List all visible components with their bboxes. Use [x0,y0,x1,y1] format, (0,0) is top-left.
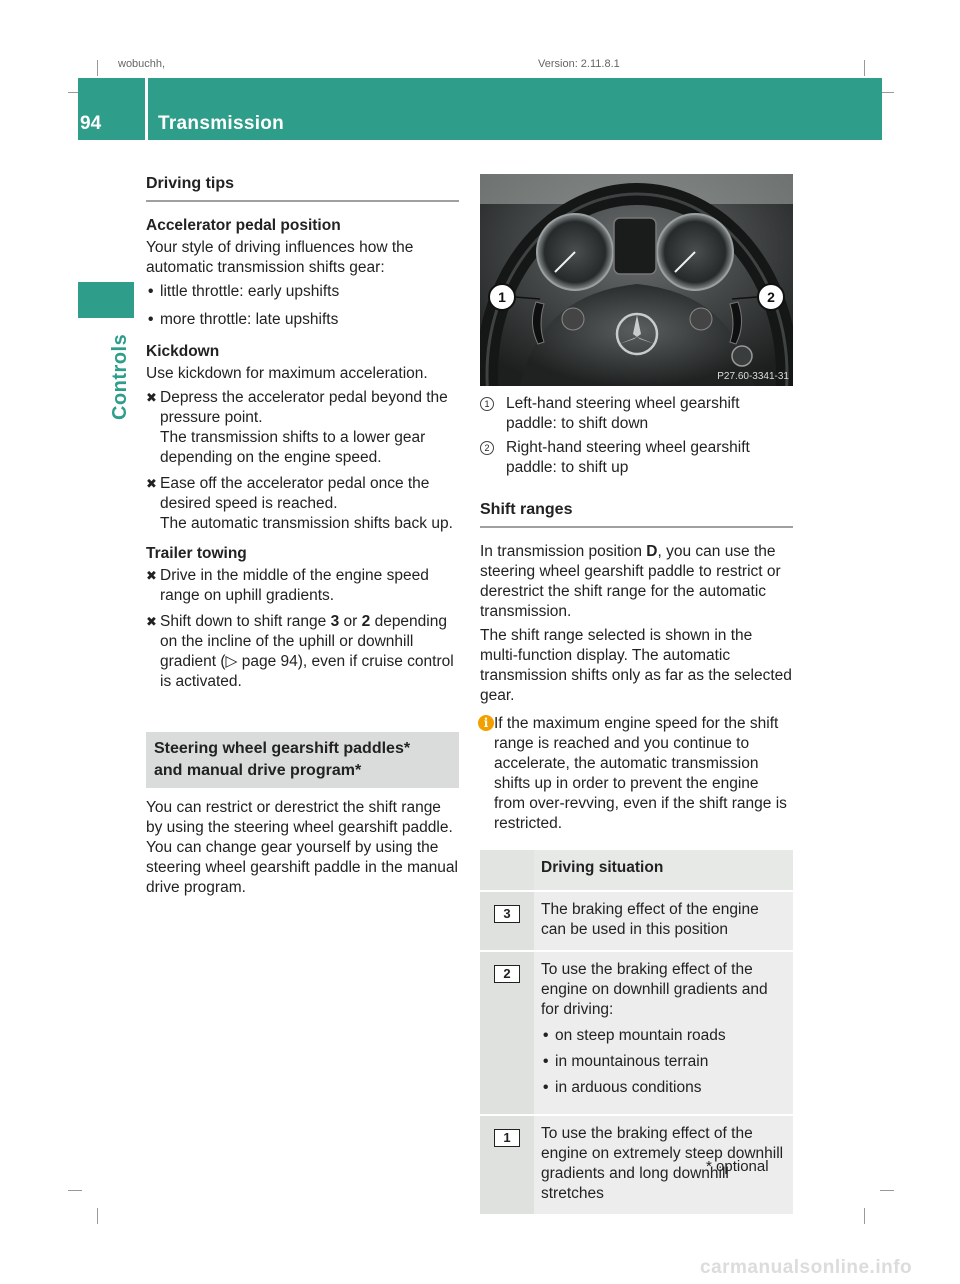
box-title-line: Steering wheel gearshift paddles* [154,740,411,757]
step-result: The automatic transmission shifts back up. [160,515,453,532]
crop-mark [68,1190,82,1191]
instruction-step [146,612,459,692]
shift-ranges-paragraph: The shift range selected is shown in the multi-function display. The automatic transmission shifts only as far as the selected gear. [480,627,792,704]
meta-left: wobuchh, [118,58,166,70]
table-cell [480,891,534,951]
figure-code: P27.60-3341-31 [717,371,789,382]
legend-item [480,394,793,434]
subheading-accelerator: Accelerator pedal position [146,217,341,234]
accel-intro: Your style of driving influences how the automatic transmission shifts gear: [146,239,414,276]
callout-number: 2 [480,441,494,455]
text-fragment: Shift down to shift range [160,613,331,630]
legend-text: Right-hand steering wheel gearshift paddle: to shift up [506,439,750,476]
table-header-cell [480,850,534,891]
instruction-step [146,566,459,606]
header-divider [145,78,148,140]
arrow-icon: ✖ [146,568,157,583]
cell-text: To use the braking effect of the engine on extremely steep downhill gradients and long downhill stretches [541,1125,784,1202]
table-header-cell: Driving situation [534,850,793,891]
side-tab-marker [78,282,134,318]
text-fragment: or [339,613,362,630]
list-item: • little throttle: early upshifts [146,282,459,302]
steering-wheel-illustration [480,174,793,386]
list-item: • more throttle: late upshifts [146,310,459,330]
box-title-line: and manual drive program* [154,762,362,779]
table-cell [534,891,793,951]
step-text: Drive in the middle of the engine speed range on uphill gradients. [160,567,429,604]
info-icon: i [478,715,494,731]
legend-item [480,438,793,478]
arrow-icon: ✖ [146,390,157,405]
text-fragment: In transmission position [480,543,647,560]
side-tab-label: Controls [109,333,131,420]
steering-wheel-photo [480,174,793,386]
list-item: • in arduous conditions [541,1078,786,1098]
info-note [480,714,793,834]
step-text: Ease off the accelerator pedal once the desired speed is reached. [160,475,430,512]
info-text: If the maximum engine speed for the shift range is reached and you continue to accelerate, the automatic transmission shifts up in order to prevent the engine from over-revving, even if the shift range is restricted. [494,715,787,832]
subheading-trailer: Trailer towing [146,545,247,562]
table-row [480,891,793,951]
section-heading-shift-ranges: Shift ranges [480,500,793,528]
paddles-text: You can restrict or derestrict the shift range by using the steering wheel gearshift paddle. You can change gear yourself by using the steering wheel gearshift paddle in the manual drive program. [146,799,458,896]
legend-text: Left-hand steering wheel gearshift paddle: to shift down [506,395,740,432]
text-fragment: , you can use the steering wheel gearshift paddle to restrict or derestrict the shift range for the automatic transmission. [480,543,781,620]
step-text: Depress the accelerator pedal beyond the pressure point. [160,389,448,426]
crop-mark [880,1190,894,1191]
crop-mark [880,92,894,93]
page-reference[interactable]: page 94), even if cruise control is activated. [160,653,454,690]
kickdown-intro: Use kickdown for maximum acceleration. [146,365,428,382]
cell-text: To use the braking effect of the engine on downhill gradients and for driving: [541,961,768,1018]
instruction-step [146,388,459,468]
page-ref-icon: ▷ [225,653,238,670]
arrow-icon: ✖ [146,476,157,491]
table-header-row [480,850,793,891]
gear-key-2: 2 [494,965,520,983]
optional-footnote: * optional [706,1158,769,1175]
table-cell [480,951,534,1115]
gear-value: 2 [361,613,371,630]
table-cell [480,1115,534,1215]
page-title: Transmission [158,113,285,134]
shift-ranges-paragraph [480,542,793,622]
position-value: D [646,543,658,560]
page-number: 94 [80,113,102,134]
text-fragment: depending on the incline of the uphill or downhill gradient ( [160,613,447,670]
section-box-paddles [146,732,459,788]
callout-1-label: 1 [498,289,506,305]
cell-text: The braking effect of the engine can be used in this position [541,901,759,938]
list-item: • on steep mountain roads [541,1026,786,1046]
step-result: The transmission shifts to a lower gear depending on the engine speed. [160,429,426,466]
crop-mark [97,1208,98,1224]
section-heading-driving-tips: Driving tips [146,174,459,202]
table-cell [534,951,793,1115]
right-column [480,174,793,1216]
left-column [146,170,459,902]
instruction-step [146,474,459,534]
gear-value: 3 [330,613,340,630]
callout-number: 1 [480,397,494,411]
gear-key-3: 3 [494,905,520,923]
gear-key-1: 1 [494,1129,520,1147]
list-item: • in mountainous terrain [541,1052,786,1072]
table-row [480,951,793,1115]
callout-2-label: 2 [767,289,775,305]
crop-mark [864,1208,865,1224]
arrow-icon: ✖ [146,614,157,629]
watermark: carmanualsonline.info [700,1257,913,1278]
crop-mark [864,60,865,76]
meta-right: Version: 2.11.8.1 [538,58,620,70]
subheading-kickdown: Kickdown [146,343,220,360]
crop-mark [97,60,98,76]
step-text [160,612,459,692]
